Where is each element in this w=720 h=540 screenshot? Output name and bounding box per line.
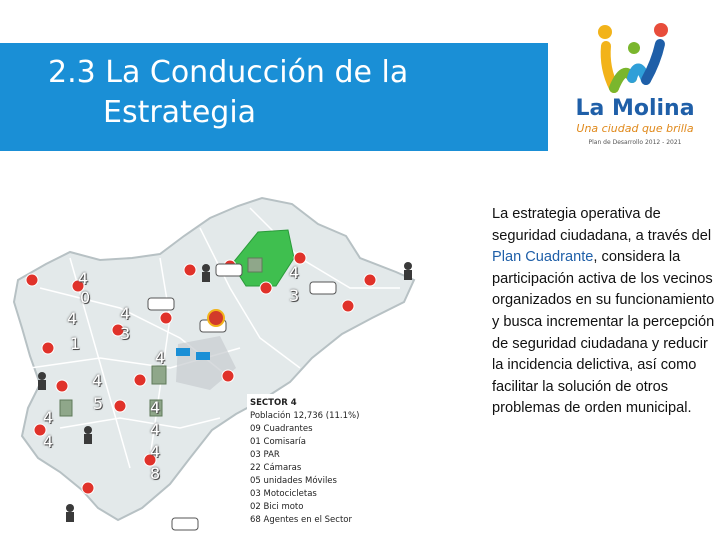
sector-info-box [247,394,370,528]
map-number: 4 [43,432,54,451]
map-number: 4 [92,371,103,390]
map-number: 4 [78,269,89,288]
sector-stat: 03 Motocicletas [250,489,317,499]
sector-stat: 09 Cuadrantes [250,424,313,434]
map-number: 8 [150,464,161,483]
strategy-description [492,204,716,420]
map-number: 0 [80,288,91,307]
map-number: 4 [150,442,161,461]
map-number: 4 [155,348,166,367]
sector-title: SECTOR 4 [250,398,297,408]
sector-stat: 02 Bici moto [250,502,304,512]
slide-title-line-1: 2.3 La Conducción de la [48,55,409,90]
map-number: 3 [289,286,300,305]
map-number: 4 [289,263,300,282]
description-text-end: , considera la participación activa de los vecinos organizados en su funcionamiento y busca incrementar la percepción de seguridad ciudadana y reducir la incidencia delictiva, así como facilitar la solución de otros problemas de orden municipal. [492,249,715,417]
logo-name: La Molina [575,96,695,121]
sector-stat: 03 PAR [250,450,280,460]
la-molina-logo-mark [570,18,700,98]
map-number: 5 [93,394,104,413]
logo-tagline: Una ciudad que brilla [576,122,694,135]
slide-title [48,53,518,133]
description-text-start: La estrategia operativa de seguridad ciudadana, a través del [492,206,712,244]
sector-stat: 68 Agentes en el Sector [250,515,352,525]
slide-title-line-2: Estrategia [103,95,257,130]
title-bar [0,43,548,151]
map-number: 4 [150,398,161,417]
sector-stat: 01 Comisaría [250,437,306,447]
sector-stat: 22 Cámaras [250,463,302,473]
map-number: 4 [120,304,131,323]
map-number: 4 [67,309,78,328]
sector-stat: 05 unidades Móviles [250,476,337,486]
map-number: 4 [43,408,54,427]
sector-map [0,168,480,540]
map-number: 1 [70,334,81,353]
map-number: 4 [150,420,161,439]
plan-cuadrante-highlight: Plan Cuadrante [492,249,594,266]
map-number: 3 [120,324,131,343]
sector-stat: Población 12,736 (11.1%) [250,411,360,421]
district-map-shape [0,168,480,540]
logo-plan: Plan de Desarrollo 2012 - 2021 [588,139,682,146]
la-molina-logo [570,18,700,150]
